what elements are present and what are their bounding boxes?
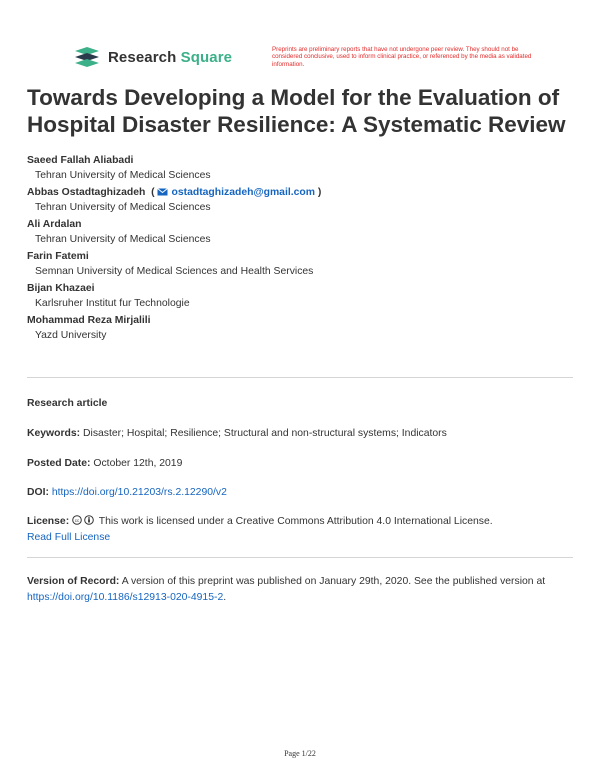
author-name: Mohammad Reza Mirjalili [27,315,151,326]
author-affiliation: Tehran University of Medical Sciences [35,170,211,181]
license: License: cc This work is licensed under a Creative Commons Attribution 4.0 International License. Read Full License [27,516,493,543]
author-entry [27,314,577,343]
email-icon [157,188,168,196]
attribution-icon [84,515,94,525]
author-entry [27,218,577,247]
author-name: Abbas Ostadtaghizadeh ( ostadtaghizadeh@gmail.com ) [27,187,322,198]
divider [27,557,573,558]
preprint-disclaimer: Preprints are preliminary reports that have not undergone peer review. They should not be considered conclusive, used to inform clinical practice, or referenced by the media as validated information. [272,46,532,68]
author-email-link[interactable]: ostadtaghizadeh@gmail.com [157,187,315,198]
svg-text:cc: cc [74,517,80,523]
author-affiliation: Karlsruher Institut fur Technologie [35,298,190,309]
author-entry [27,250,577,279]
read-full-license-link[interactable]: Read Full License [27,532,111,543]
author-affiliation: Yazd University [35,330,107,341]
author-entry [27,186,577,215]
research-square-logo-icon [74,46,100,68]
article-type: Research article [27,398,108,409]
author-entry [27,154,577,183]
author-name: Saeed Fallah Aliabadi [27,155,134,166]
author-list [27,154,577,346]
doi-link[interactable]: https://doi.org/10.21203/rs.2.12290/v2 [51,487,227,498]
posted-date: Posted Date: October 12th, 2019 [27,458,183,469]
author-affiliation: Tehran University of Medical Sciences [35,234,211,245]
author-name: Bijan Khazaei [27,283,95,294]
version-of-record: Version of Record: A version of this preprint was published on January 29th, 2020. See the published version at https://doi.org/10.1186/s12913-020-4915-2. [27,576,546,603]
author-entry [27,282,577,311]
page-number: Page 1/22 [284,749,316,758]
paper-title: Towards Developing a Model for the Evaluation of Hospital Disaster Resilience: A Systematic Review [27,85,566,137]
logo-text: Research Square [108,48,233,66]
divider [27,377,573,378]
creative-commons-icon [72,515,82,525]
version-of-record-link[interactable]: https://doi.org/10.1186/s12913-020-4915-2 [27,592,224,603]
doi: DOI: https://doi.org/10.21203/rs.2.12290/v2 [27,487,227,498]
keywords: Keywords: Disaster; Hospital; Resilience; Structural and non-structural systems; Indicators [27,428,447,439]
author-name: Ali Ardalan [27,219,82,230]
author-name: Farin Fatemi [27,251,89,262]
author-affiliation: Semnan University of Medical Sciences and Health Services [35,266,314,277]
author-affiliation: Tehran University of Medical Sciences [35,202,211,213]
research-square-logo[interactable] [74,46,232,68]
